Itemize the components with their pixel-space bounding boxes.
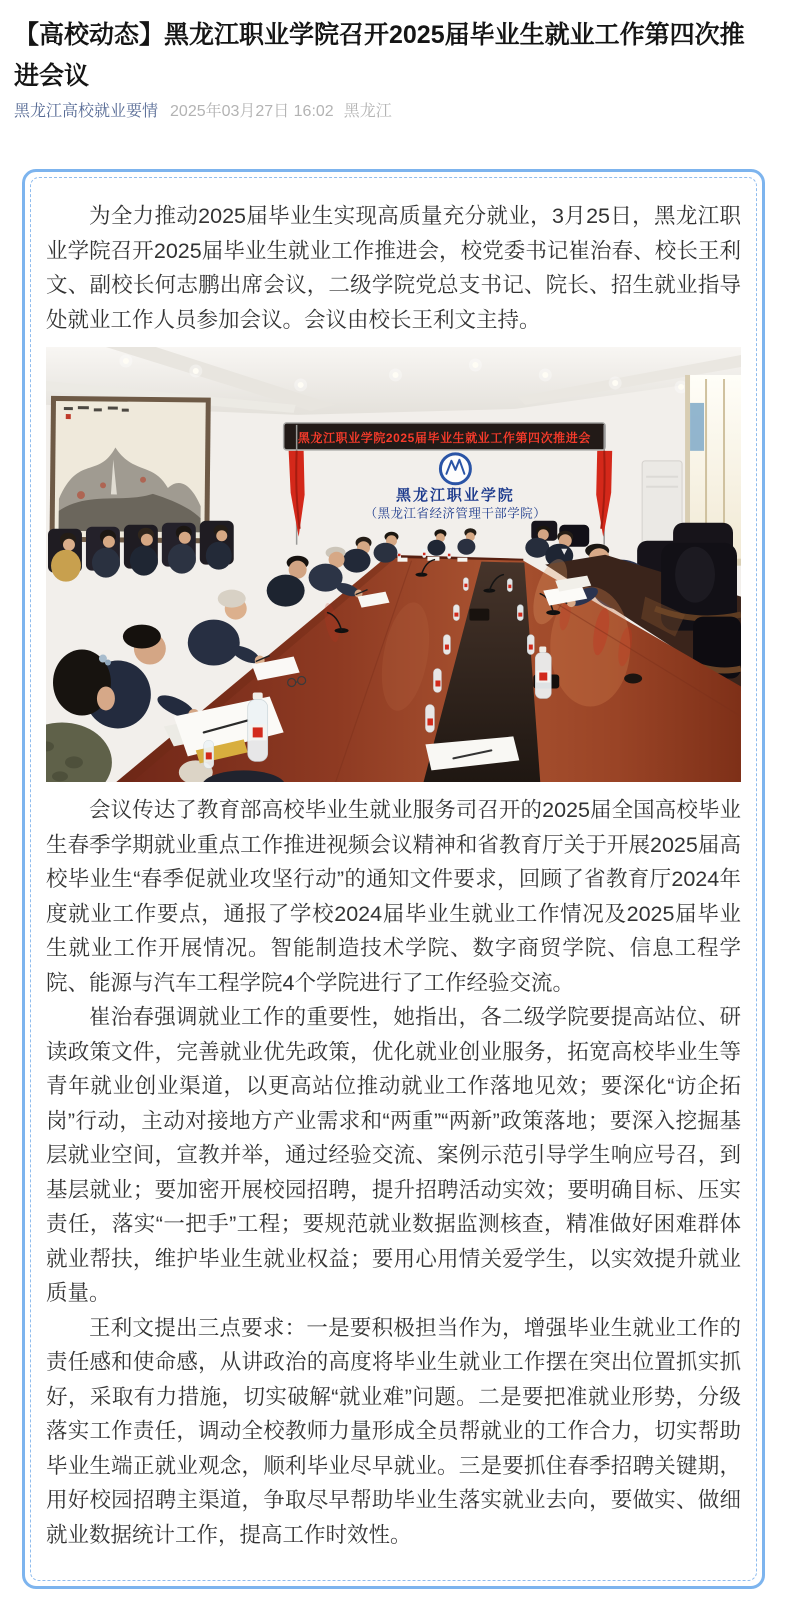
bottle-large-left bbox=[248, 692, 268, 761]
led-banner bbox=[284, 423, 606, 450]
meeting-photo-illustration bbox=[46, 347, 741, 782]
paragraph-2: 会议传达了教育部高校毕业生就业服务司召开的2025届全国高校毕业生春季学期就业重点工作推进视频会议精神和省教育厅关于开展2025届高校毕业生“春季促就业攻坚行动”的通知文件要求，回顾了省教育厅2024年度就业工作要点，通报了学校2024届毕业生就业工作情况及2025届毕业生就业工作开展情况。智能制造技术学院、数字商贸学院、信息工程学院、能源与汽车工程学院4个学院进行了工作经验交流。 bbox=[46, 798, 741, 995]
landscape-painting bbox=[50, 396, 211, 543]
remote-on-table bbox=[624, 674, 642, 684]
meeting-photo bbox=[46, 347, 741, 782]
paragraph-1: 为全力推动2025届毕业生实现高质量充分就业，3月25日，黑龙江职业学院召开2025届毕业生就业工作推进会，校党委书记崔治春、校长王利文、副校长何志鹏出席会议，二级学院党总支书记、院长、招生就业指导处就业工作人员参加会议。会议由校长王利文主持。 bbox=[46, 204, 741, 332]
article-content-box bbox=[22, 169, 765, 1589]
school-logo-icon bbox=[440, 454, 470, 484]
article-content-inner bbox=[30, 177, 757, 1581]
account-link[interactable]: 黑龙江高校就业要情 bbox=[14, 103, 159, 120]
article-page bbox=[0, 15, 787, 1589]
paragraph-3: 崔治春强调就业工作的重要性，她指出，各二级学院要提高站位、研读政策文件，完善就业优先政策，优化就业创业服务，拓宽高校毕业生等青年就业创业渠道，以更高站位推动就业工作落地见效；要深化“访企拓岗”行动，主动对接地方产业需求和“两重”“两新”政策落地；要深入挖掘基层就业空间，宣教并举，通过经验交流、案例示范引导学生响应号召，到基层就业；要加密开展校园招聘，提升招聘活动实效；要明确目标、压实责任，落实“一把手”工程；要规范就业数据监测核查，精准做好困难群体就业帮扶，维护毕业生就业权益；要用心用情关爱学生，以实效提升就业质量。 bbox=[46, 1005, 741, 1306]
publish-location: 黑龙江 bbox=[343, 103, 392, 120]
wall-title: 黑龙江职业学院 bbox=[396, 486, 515, 504]
article-title: 【高校动态】黑龙江职业学院召开2025届毕业生就业工作第四次推进会议 bbox=[14, 21, 745, 90]
publish-date: 2025年03月27日 16:02 bbox=[170, 103, 334, 120]
wall-subtitle: （黑龙江省经济管理干部学院） bbox=[364, 506, 547, 521]
byline bbox=[14, 101, 767, 123]
banner-text: 黑龙江职业学院2025届毕业生就业工作第四次推进会 bbox=[297, 430, 591, 445]
bottle-large-right bbox=[535, 647, 551, 699]
paragraph-4: 王利文提出三点要求：一是要积极担当作为，增强毕业生就业工作的责任感和使命感，从讲政治的高度将毕业生就业工作摆在突出位置抓实抓好，采取有力措施，切实破解“就业难”问题。二是要把准就业形势，分级落实工作责任，调动全校教师力量形成全员帮就业的工作合力，切实帮助毕业生端正就业观念，顺利毕业尽早就业。三是要抓住春季招聘关键期，用好校园招聘主渠道，争取尽早帮助毕业生落实就业去向，要做实、做细就业数据统计工作，提高工作时效性。 bbox=[46, 1315, 741, 1547]
